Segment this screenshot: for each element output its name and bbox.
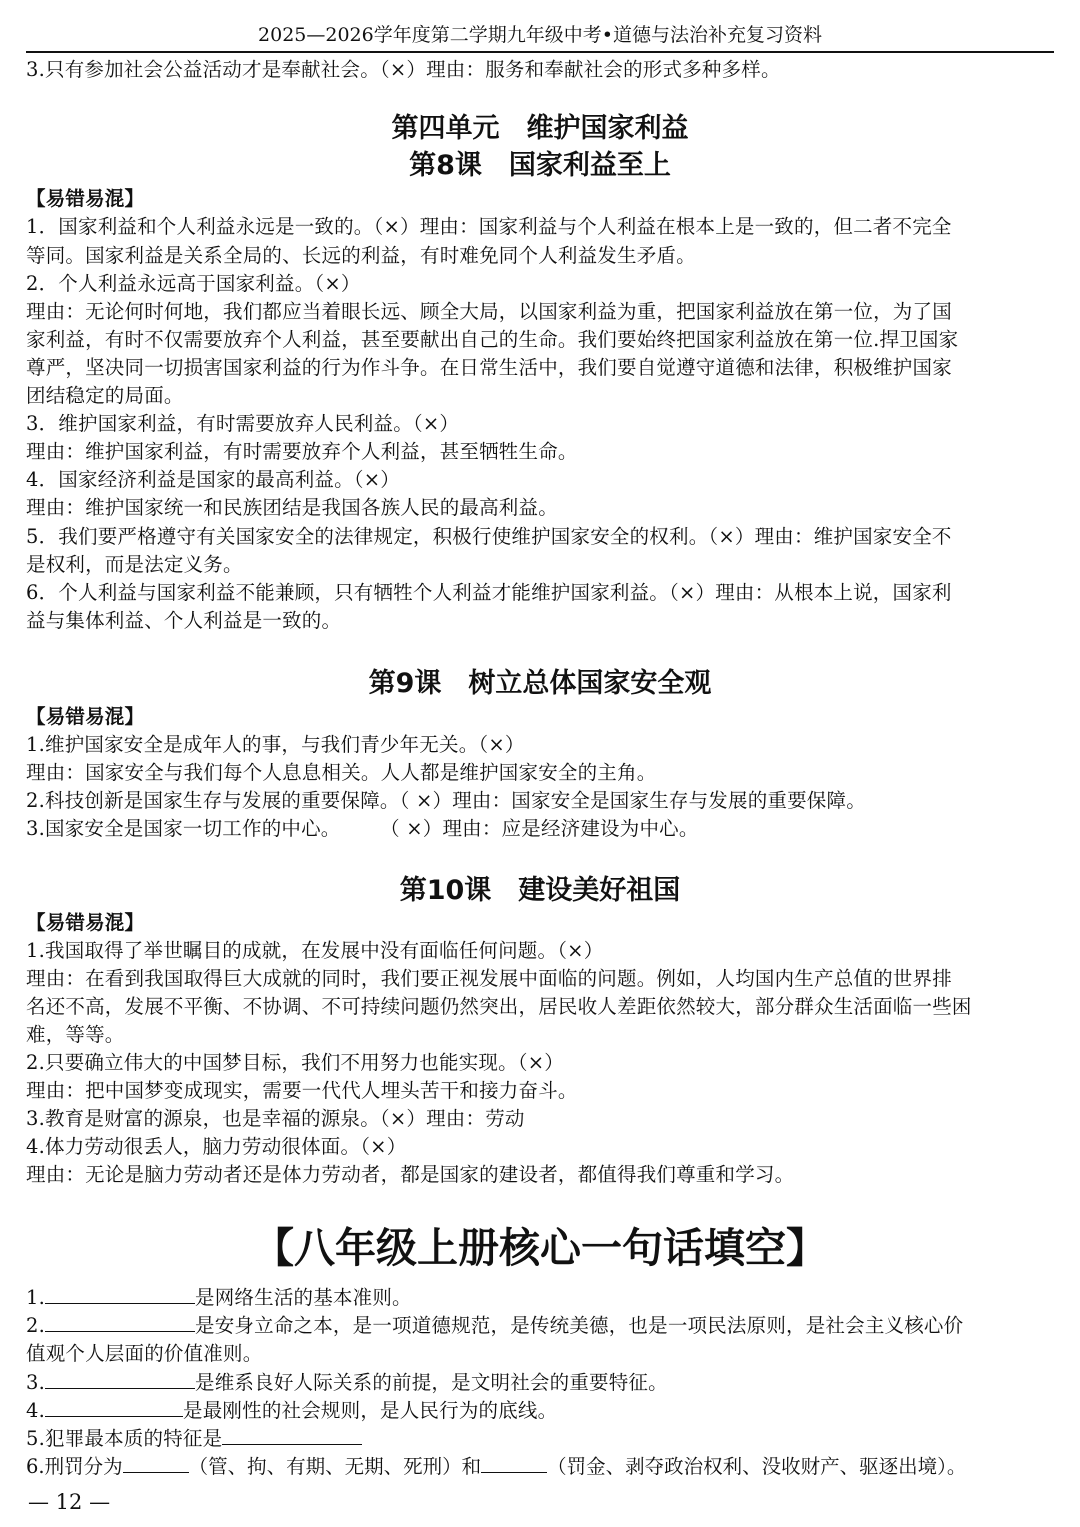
fill-item-text: 6.刑罚分为 (26, 1455, 123, 1478)
answer-blank[interactable] (45, 1398, 183, 1417)
lesson8-line: 1．国家利益和个人利益永远是一致的。（×）理由：国家利益与个人利益在根本上是一致的，但二者不完全 (26, 215, 952, 238)
fill-item-3 (26, 1370, 1056, 1396)
lesson8-line: 4．国家经济利益是国家的最高利益。（×） (26, 468, 400, 491)
intro-line: 3.只有参加社会公益活动才是奉献社会。（×）理由：服务和奉献社会的形式多种多样。 (26, 58, 781, 81)
lesson8-title: 第8课 国家利益至上 (409, 150, 671, 181)
fill-item-2-continued: 值观个人层面的价值准则。 (26, 1342, 263, 1365)
lesson9-line: 1.维护国家安全是成年人的事，与我们青少年无关。（×） (26, 733, 525, 756)
header-divider (26, 51, 1054, 53)
fill-item-text: （管、拘、有期、无期、死刑）和 (188, 1455, 482, 1478)
fill-item-1 (26, 1285, 1056, 1311)
lesson8-line: 2．个人利益永远高于国家利益。（×） (26, 272, 361, 295)
lesson9-title: 第9课 树立总体国家安全观 (368, 668, 712, 699)
answer-blank[interactable] (123, 1454, 189, 1473)
answer-blank[interactable] (45, 1370, 195, 1389)
lesson9-tag: 【易错易混】 (26, 705, 145, 728)
fill-item-6 (26, 1454, 1056, 1480)
lesson8-line: 理由：维护国家统一和民族团结是我国各族人民的最高利益。 (26, 496, 558, 519)
answer-blank[interactable] (45, 1313, 195, 1332)
fill-item-text: 5.犯罪最本质的特征是 (26, 1427, 223, 1450)
fill-item-text: 是最刚性的社会规则，是人民行为的底线。 (183, 1399, 558, 1422)
fill-item-number: 4. (26, 1399, 46, 1422)
fill-item-text: 是网络生活的基本准则。 (195, 1286, 412, 1309)
lesson10-line: 理由：无论是脑力劳动者还是体力劳动者，都是国家的建设者，都值得我们尊重和学习。 (26, 1163, 795, 1186)
lesson8-line: 理由：维护国家利益，有时需要放弃个人利益，甚至牺牲生命。 (26, 440, 578, 463)
lesson10-line: 3.教育是财富的源泉，也是幸福的源泉。（×）理由：劳动 (26, 1107, 525, 1130)
answer-blank[interactable] (481, 1454, 547, 1473)
lesson8-line: 5．我们要严格遵守有关国家安全的法律规定，积极行使维护国家安全的权利。（×）理由：维护国家安全不 (26, 525, 952, 548)
page-header: 2025—2026学年度第二学期九年级中考•道德与法治补充复习资料 (258, 24, 822, 46)
unit-title: 第四单元 维护国家利益 (391, 113, 689, 144)
lesson8-line: 尊严，坚决同一切损害国家利益的行为作斗争。在日常生活中，我们要自觉遵守道德和法律，积极维护国家 (26, 356, 952, 379)
lesson8-line: 益与集体利益、个人利益是一致的。 (26, 609, 342, 632)
lesson8-line: 理由：无论何时何地，我们都应当着眼长远、顾全大局，以国家利益为重，把国家利益放在第一位，为了国 (26, 300, 952, 323)
answer-blank[interactable] (222, 1426, 362, 1445)
lesson8-tag: 【易错易混】 (26, 187, 145, 210)
lesson10-tag: 【易错易混】 (26, 911, 145, 934)
lesson8-line: 团结稳定的局面。 (26, 384, 184, 407)
lesson10-line: 理由：把中国梦变成现实，需要一代代人埋头苦干和接力奋斗。 (26, 1079, 578, 1102)
lesson8-line: 家利益，有时不仅需要放弃个人利益，甚至要献出自己的生命。我们要始终把国家利益放在第一位.捍卫国家 (26, 328, 959, 351)
lesson8-line: 3．维护国家利益，有时需要放弃人民利益。（×） (26, 412, 460, 435)
lesson9-line: 3.国家安全是国家一切工作的中心。 （ ×）理由：应是经济建设为中心。 (26, 817, 699, 840)
fill-item-text: 是维系良好人际关系的前提，是文明社会的重要特征。 (195, 1371, 668, 1394)
fill-item-text: （罚金、剥夺政治权利、没收财产、驱逐出境）。 (547, 1455, 967, 1478)
lesson10-line: 名还不高，发展不平衡、不协调、不可持续问题仍然突出，居民收人差距依然较大，部分群众生活面临一些困 (26, 995, 972, 1018)
fill-item-number: 2. (26, 1314, 46, 1337)
fill-item-4 (26, 1398, 1056, 1424)
lesson8-line: 等同。国家利益是关系全局的、长远的利益，有时难免同个人利益发生矛盾。 (26, 244, 696, 267)
lesson10-line: 理由：在看到我国取得巨大成就的同时，我们要正视发展中面临的问题。例如，人均国内生产总值的世界排 (26, 967, 952, 990)
fill-item-2 (26, 1313, 1056, 1339)
lesson8-line: 是权利，而是法定义务。 (26, 553, 243, 576)
lesson10-line: 2.只要确立伟大的中国梦目标，我们不用努力也能实现。（×） (26, 1051, 564, 1074)
fill-item-number: 3. (26, 1371, 46, 1394)
fill-item-number: 1. (26, 1286, 46, 1309)
lesson9-line: 理由：国家安全与我们每个人息息相关。人人都是维护国家安全的主角。 (26, 761, 657, 784)
lesson10-title: 第10课 建设美好祖国 (399, 875, 681, 906)
lesson10-line: 4.体力劳动很丢人，脑力劳动很体面。（×） (26, 1135, 407, 1158)
lesson10-line: 难，等等。 (26, 1023, 125, 1046)
fill-section-title: 【八年级上册核心一句话填空】 (253, 1224, 827, 1272)
fill-item-5 (26, 1426, 1056, 1452)
page-number: — 12 — (28, 1490, 111, 1514)
lesson10-line: 1.我国取得了举世瞩目的成就，在发展中没有面临任何问题。（×） (26, 939, 604, 962)
fill-item-text: 是安身立命之本，是一项道德规范，是传统美德，也是一项民法原则，是社会主义核心价 (195, 1314, 964, 1337)
answer-blank[interactable] (45, 1285, 195, 1304)
lesson8-line: 6．个人利益与国家利益不能兼顾，只有牺牲个人利益才能维护国家利益。（×）理由：从根本上说，国家利 (26, 581, 952, 604)
lesson9-line: 2.科技创新是国家生存与发展的重要保障。（ ×）理由：国家安全是国家生存与发展的重要保障。 (26, 789, 866, 812)
